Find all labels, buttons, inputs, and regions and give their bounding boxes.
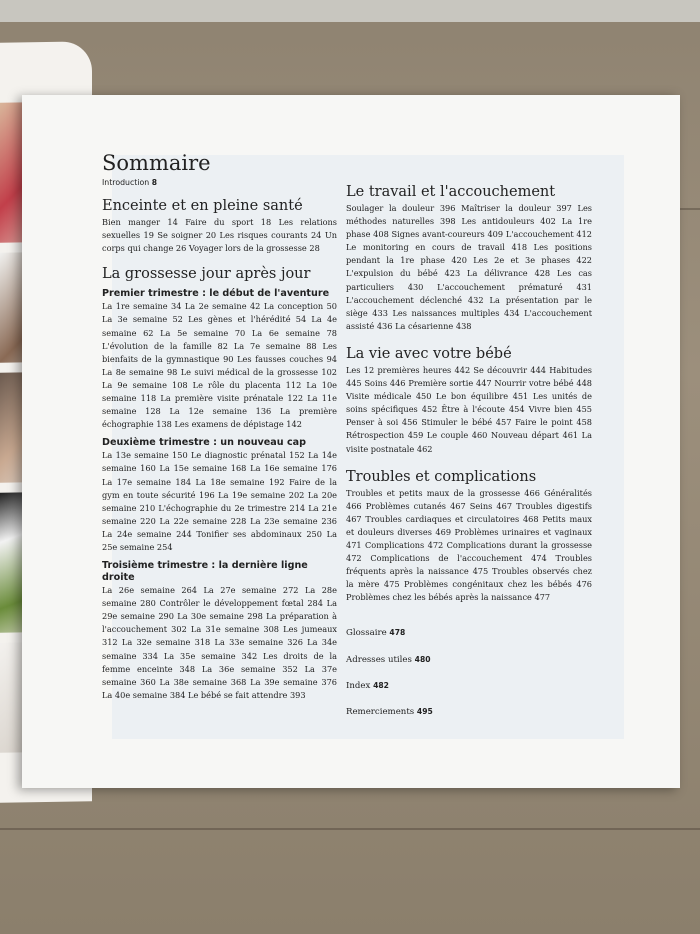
table-plank-seam bbox=[0, 828, 700, 830]
end-item-index bbox=[346, 679, 592, 693]
end-item-glossaire bbox=[346, 626, 592, 640]
trimester-1-title: Premier trimestre : le début de l'aventure bbox=[102, 288, 330, 300]
end-item-page: 480 bbox=[414, 654, 431, 664]
end-item-adresses bbox=[346, 653, 592, 667]
end-item-remerciements bbox=[346, 705, 592, 719]
section-body-troubles: Troubles et petits maux de la grossesse 466 Généralités 466 Problèmes cutanés 467 Seins 467 Troubles digestifs 467 Troubles cardiaques et circulatoires 468 Petits maux et douleurs diverses 469 Problèmes urinaires et vaginaux 471 Complications 472 Complications durant la grossesse 472 Complications de l'accouchement 474 Troubles fréquents après la naissance 475 Troubles observés chez la mère 475 Problèmes congénitaux chez les bébés 476 Problèmes chez les bébés après la naissance 477 bbox=[346, 487, 592, 603]
end-item-label: Glossaire bbox=[346, 628, 387, 639]
end-item-label: Index bbox=[346, 680, 371, 691]
section-title-troubles: Troubles et complications bbox=[346, 468, 537, 485]
section-title-bebe: La vie avec votre bébé bbox=[346, 345, 512, 362]
end-item-label: Remerciements bbox=[346, 706, 415, 717]
end-item-label: Adresses utiles bbox=[346, 654, 412, 665]
section-body-sante: Bien manger 14 Faire du sport 18 Les relations sexuelles 19 Se soigner 20 Les risques courants 24 Un corps qui change 26 Voyager lors de la grossesse 28 bbox=[102, 217, 337, 254]
left-column bbox=[102, 150, 337, 702]
trimester-3-body: La 26e semaine 264 La 27e semaine 272 La 28e semaine 280 Contrôler le développement fœtal 284 La 29e semaine 290 La 30e semaine 298 La préparation à l'accouchement 302 La 31e semaine 308 Les jumeaux 312 La 32e semaine 318 La 33e semaine 326 La 34e semaine 334 La 35e semaine 342 Les droits de la femme enceinte 348 La 36e semaine 352 La 37e semaine 360 La 38e semaine 368 La 39e semaine 376 La 40e semaine 384 Le bébé se fait attendre 393 bbox=[102, 585, 337, 700]
end-matter-list bbox=[346, 626, 592, 718]
right-column bbox=[346, 183, 592, 731]
section-title-travail: Le travail et l'accouchement bbox=[346, 184, 556, 200]
end-item-page: 478 bbox=[389, 628, 406, 638]
trimester-2-title: Deuxième trimestre : un nouveau cap bbox=[102, 437, 306, 449]
section-body-travail: Soulager la douleur 396 Maîtriser la douleur 397 Les méthodes naturelles 398 Les antidouleurs 402 La 1re phase 408 Signes avant-coureurs 409 L'accouchement 412 Le monitoring en cours de travail 418 Les positions pendant la 1re phase 420 Les 2e et 3e phases 422 L'expulsion du bébé 423 La délivrance 428 Les cas particuliers 430 L'accouchement prématuré 431 L'accouchement déclenché 432 La présentation par le siège 433 Les naissances multiples 434 L'accouchement assisté 436 La césarienne 438 bbox=[346, 203, 592, 331]
trimester-2-body: La 13e semaine 150 Le diagnostic prénatal 152 La 14e semaine 160 La 15e semaine 168 La 16e semaine 176 La 17e semaine 184 La 18e semaine 192 Faire de la gym en toute sécurité 196 La 19e semaine 202 La 20e semaine 210 L'échographie du 2e trimestre 214 La 21e semaine 220 La 22e semaine 228 La 23e semaine 236 La 24e semaine 244 Tonifier ses abdominaux 250 La 25e semaine 254 bbox=[102, 450, 337, 552]
contents-page bbox=[22, 95, 680, 788]
section-title-sante: Enceinte et en pleine santé bbox=[102, 198, 303, 215]
page-title: Sommaire bbox=[102, 151, 211, 175]
end-item-page: 482 bbox=[373, 680, 389, 690]
section-body-bebe: Les 12 premières heures 442 Se découvrir 444 Habitudes 445 Soins 446 Première sortie 447 Nourrir votre bébé 448 Visite médicale 450 Le bon équilibre 451 Les unités de soins spécifiques 452 Être à l'écoute 454 Vivre bien 455 Penser à soi 456 Stimuler le bébé 457 Faire le point 458 Rétrospection 459 Le couple 460 Nouveau départ 461 La visite postnatale 462 bbox=[346, 364, 592, 454]
section-title-grossesse: La grossesse jour après jour bbox=[102, 266, 311, 283]
background-wall bbox=[0, 0, 700, 22]
end-item-page: 495 bbox=[416, 706, 433, 716]
intro-label: Introduction bbox=[102, 178, 150, 187]
intro-line bbox=[102, 176, 337, 189]
trimester-3-title: Troisième trimestre : la dernière ligne droite bbox=[102, 560, 308, 584]
intro-page: 8 bbox=[151, 178, 157, 187]
trimester-1-body: La 1re semaine 34 La 2e semaine 42 La conception 50 La 3e semaine 52 Les gènes et l'hérédité 54 La 4e semaine 62 La 5e semaine 70 La 6e semaine 78 L'évolution de la famille 82 La 7e semaine 88 Les bienfaits de la gymnastique 90 Les fausses couches 94 La 8e semaine 98 Le suivi médical de la grossesse 102 La 9e semaine 108 Le rôle du placenta 112 La 10e semaine 118 La première visite prénatale 122 La 11e semaine 128 La 12e semaine 136 La première échographie 138 Les examens de dépistage 142 bbox=[102, 301, 337, 430]
